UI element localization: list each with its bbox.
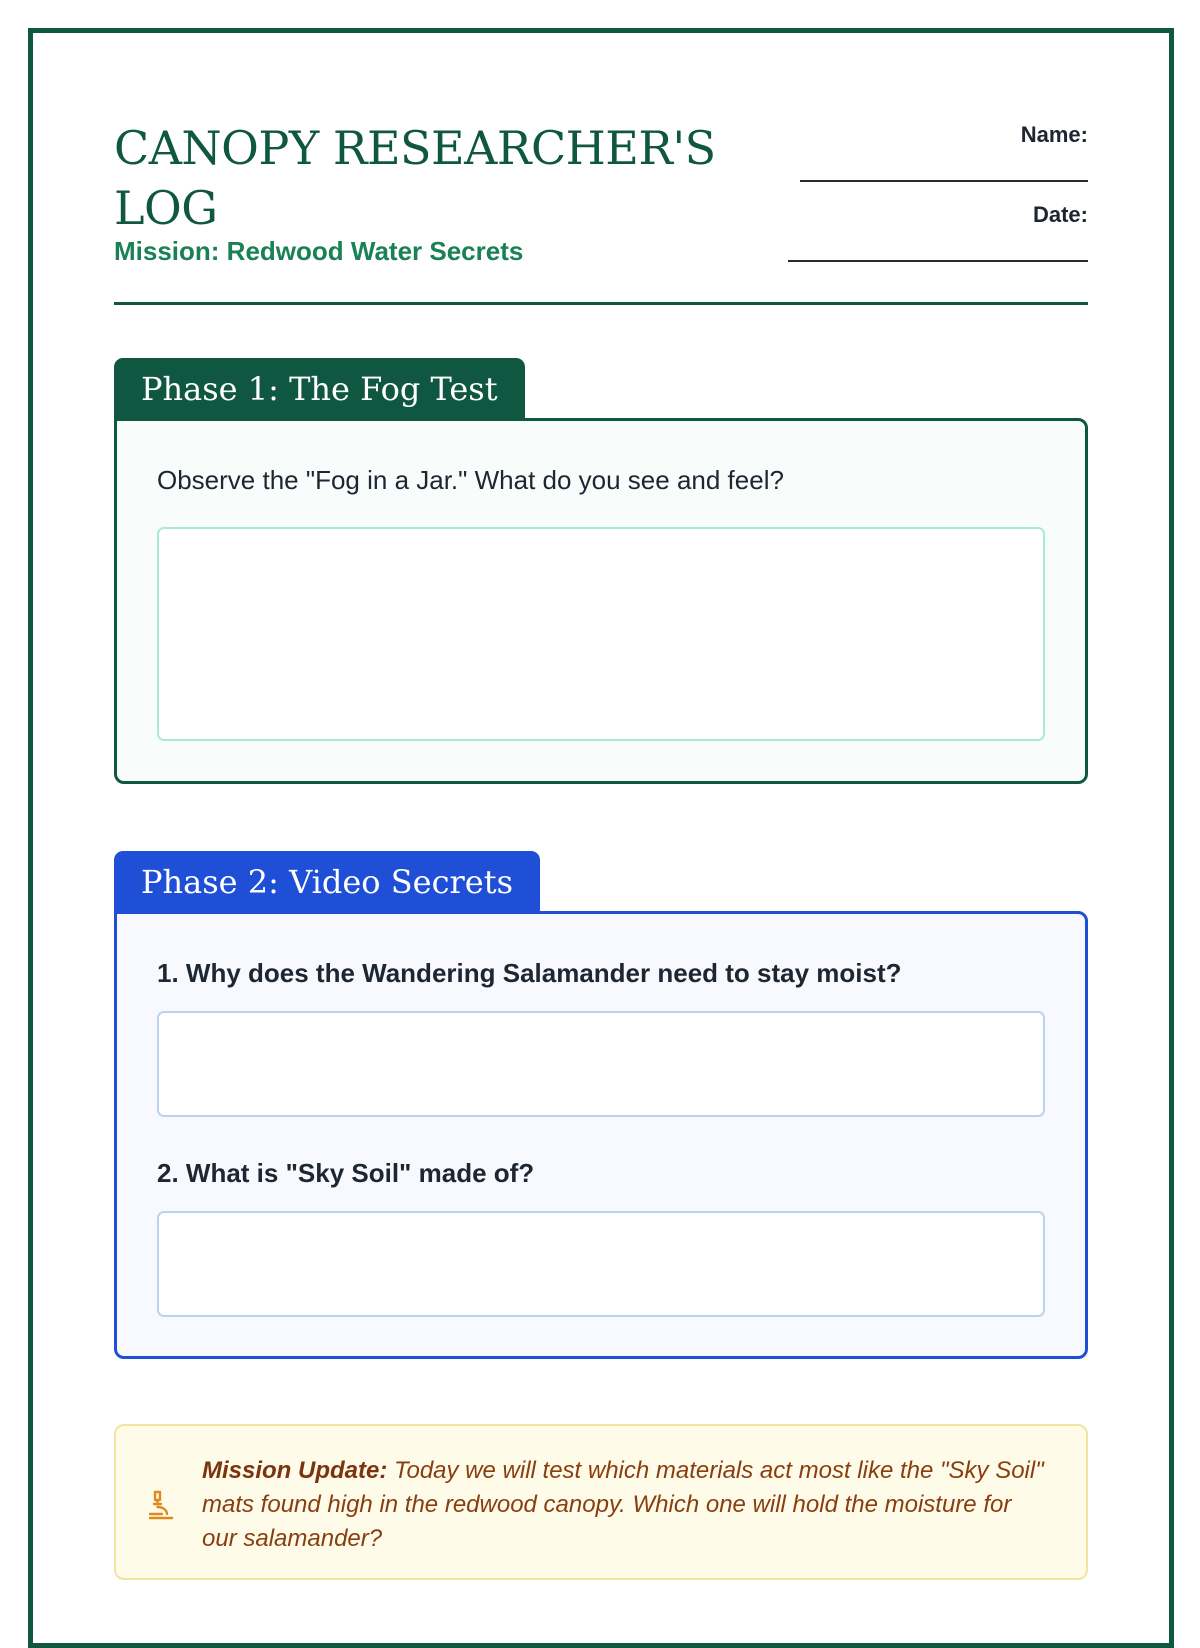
- phase-1-tab: Phase 1: The Fog Test: [114, 358, 525, 420]
- phase-2-tab: Phase 2: Video Secrets: [114, 851, 540, 913]
- mission-update-label: Mission Update:: [202, 1457, 388, 1484]
- page-title: CANOPY RESEARCHER'S LOG: [114, 121, 716, 235]
- fog-test-answer-box[interactable]: [157, 527, 1045, 741]
- mission-update-body: Today we will test which materials act most like the "Sky Soil" mats found high in the redwood canopy. Which one will hold the moisture for our salamander?: [202, 1457, 1044, 1552]
- date-blank-line[interactable]: [788, 260, 1088, 262]
- microscope-icon: [146, 1488, 176, 1522]
- name-label: Name:: [1020, 122, 1088, 147]
- salamander-question: 1. Why does the Wandering Salamander need to stay moist?: [157, 958, 902, 988]
- date-label: Date:: [1032, 202, 1088, 227]
- sky-soil-question: 2. What is "Sky Soil" made of?: [157, 1158, 535, 1188]
- phase-1-box: [114, 418, 1088, 784]
- salamander-answer-box[interactable]: [157, 1011, 1045, 1117]
- fog-test-prompt: Observe the "Fog in a Jar." What do you see and feel?: [157, 465, 784, 495]
- phase-2-box: [114, 911, 1088, 1359]
- mission-update-text: [202, 1454, 1052, 1556]
- worksheet-header: [114, 100, 1088, 305]
- mission-update-callout: [114, 1424, 1088, 1580]
- mission-subtitle: Mission: Redwood Water Secrets: [114, 236, 524, 266]
- sky-soil-answer-box[interactable]: [157, 1211, 1045, 1317]
- name-blank-line[interactable]: [800, 180, 1088, 182]
